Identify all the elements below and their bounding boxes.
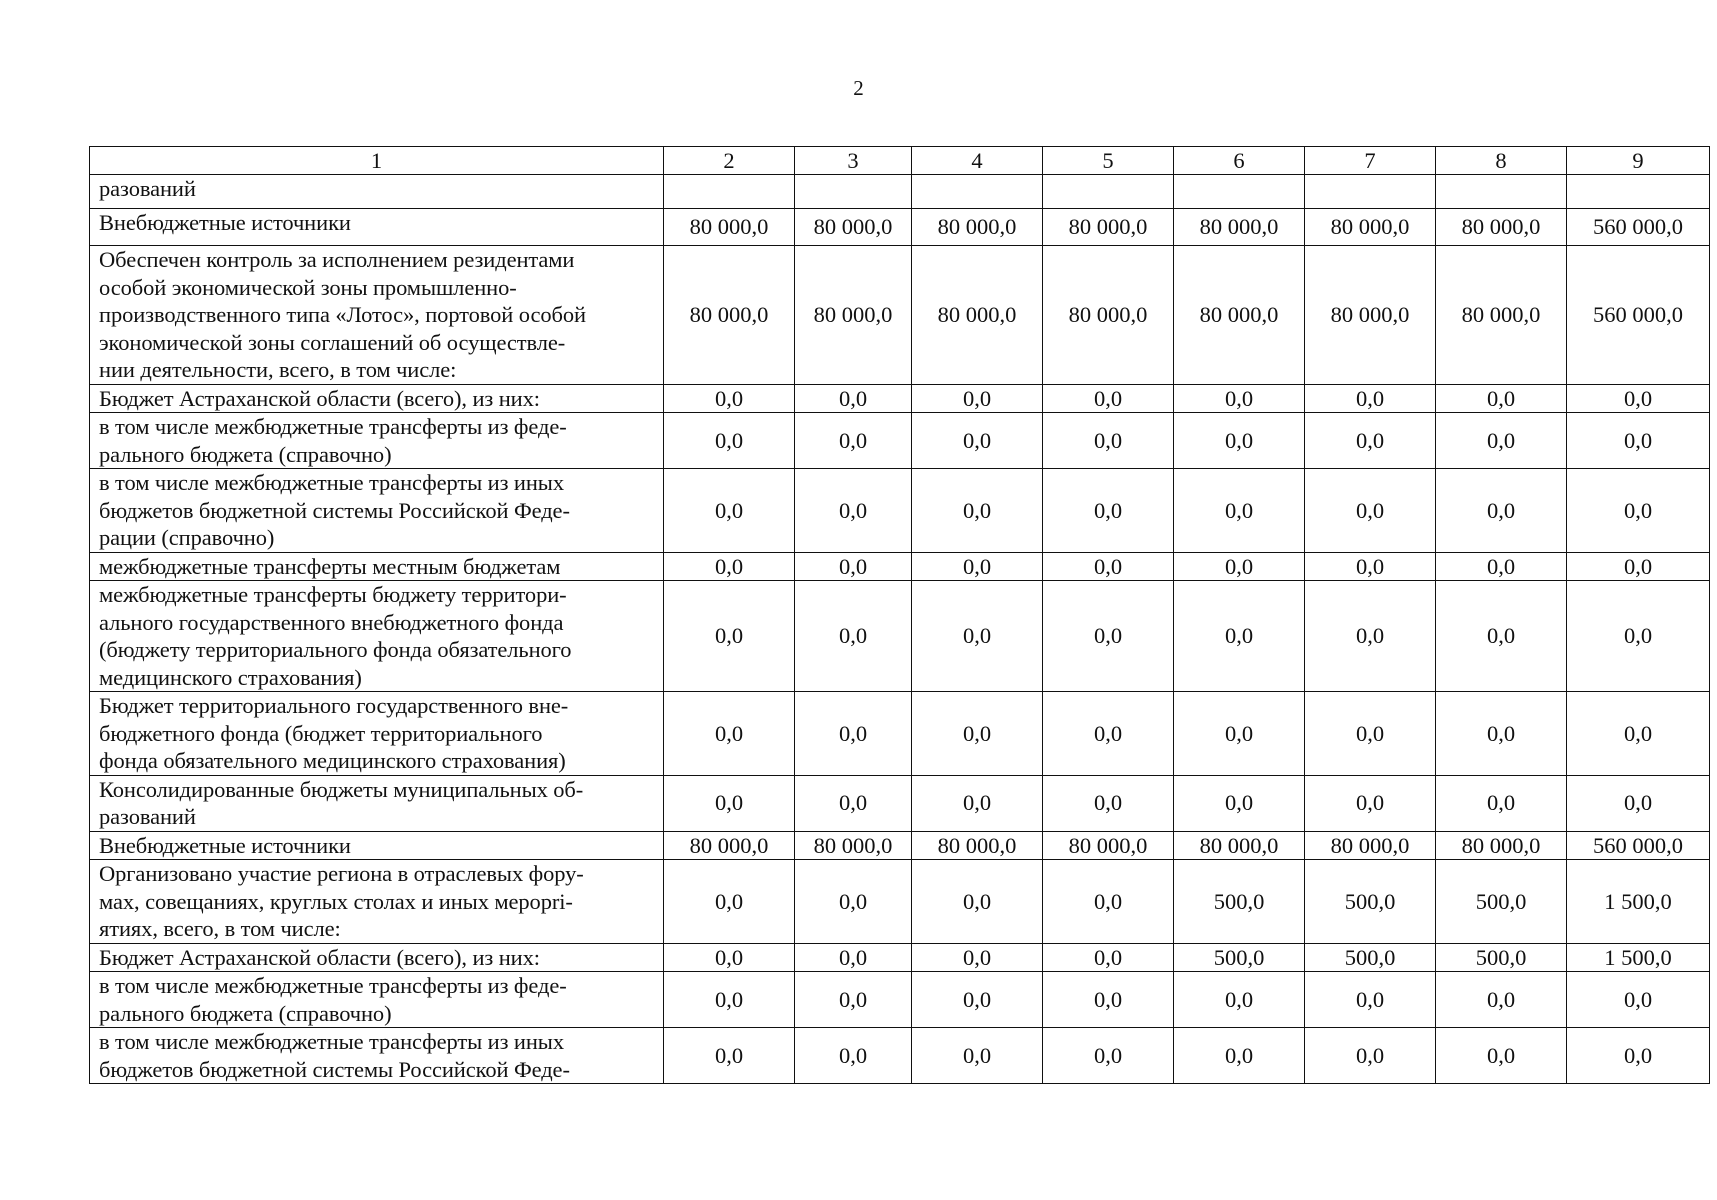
- row-label-line: фонда обязательного медицинского страхования): [99, 748, 566, 773]
- value-cell: 0,0: [664, 413, 795, 469]
- row-label: [90, 860, 664, 944]
- value-cell: [1043, 175, 1174, 209]
- value-cell: 0,0: [664, 384, 795, 413]
- value-cell: 0,0: [1174, 692, 1305, 776]
- value-cell: 80 000,0: [664, 246, 795, 385]
- row-label: [90, 775, 664, 831]
- value-cell: [912, 175, 1043, 209]
- row-label: [90, 209, 664, 246]
- value-cell: 80 000,0: [1436, 831, 1567, 860]
- value-cell: 0,0: [1305, 775, 1436, 831]
- row-label-line: разований: [99, 804, 196, 829]
- value-cell: 80 000,0: [1174, 831, 1305, 860]
- value-cell: 0,0: [795, 413, 912, 469]
- value-cell: 0,0: [795, 552, 912, 581]
- row-label-line: разований: [99, 176, 196, 201]
- value-cell: 0,0: [664, 775, 795, 831]
- table-row: [90, 775, 1710, 831]
- value-cell: 0,0: [1305, 552, 1436, 581]
- value-cell: 0,0: [1305, 413, 1436, 469]
- value-cell: 0,0: [912, 972, 1043, 1028]
- value-cell: 0,0: [795, 469, 912, 553]
- value-cell: 500,0: [1174, 943, 1305, 972]
- row-label-line: нии деятельности, всего, в том числе:: [99, 357, 457, 382]
- value-cell: 0,0: [1567, 692, 1710, 776]
- value-cell: 0,0: [664, 692, 795, 776]
- value-cell: 500,0: [1174, 860, 1305, 944]
- value-cell: 0,0: [1043, 692, 1174, 776]
- row-label-line: производственного типа «Лотос», портовой особой: [99, 302, 586, 327]
- value-cell: 80 000,0: [1174, 209, 1305, 246]
- value-cell: 0,0: [912, 413, 1043, 469]
- row-label: [90, 469, 664, 553]
- value-cell: 0,0: [1305, 384, 1436, 413]
- value-cell: [1305, 175, 1436, 209]
- value-cell: 0,0: [1436, 692, 1567, 776]
- value-cell: 0,0: [1567, 469, 1710, 553]
- value-cell: 0,0: [795, 581, 912, 692]
- table-row: [90, 972, 1710, 1028]
- value-cell: 80 000,0: [912, 831, 1043, 860]
- table-row: [90, 692, 1710, 776]
- value-cell: 0,0: [1567, 384, 1710, 413]
- row-label-line: бюджетов бюджетной системы Российской Феде-: [99, 1056, 570, 1082]
- row-label: [90, 175, 664, 209]
- row-label: [90, 943, 664, 972]
- value-cell: [1174, 175, 1305, 209]
- value-cell: 0,0: [1174, 552, 1305, 581]
- row-label-line: ятиях, всего, в том числе:: [99, 916, 341, 941]
- row-label: [90, 246, 664, 385]
- value-cell: 0,0: [1043, 1028, 1174, 1084]
- value-cell: [1567, 175, 1710, 209]
- value-cell: 0,0: [664, 943, 795, 972]
- value-cell: 0,0: [1305, 692, 1436, 776]
- value-cell: 80 000,0: [1436, 246, 1567, 385]
- value-cell: 0,0: [795, 972, 912, 1028]
- value-cell: 80 000,0: [664, 209, 795, 246]
- value-cell: 0,0: [1174, 581, 1305, 692]
- value-cell: 80 000,0: [1305, 209, 1436, 246]
- row-label: [90, 413, 664, 469]
- value-cell: 0,0: [1043, 943, 1174, 972]
- value-cell: 0,0: [664, 972, 795, 1028]
- value-cell: 0,0: [1436, 413, 1567, 469]
- column-header: 7: [1305, 147, 1436, 175]
- value-cell: 0,0: [795, 860, 912, 944]
- row-label: [90, 972, 664, 1028]
- row-label: [90, 384, 664, 413]
- value-cell: 0,0: [1436, 972, 1567, 1028]
- value-cell: 0,0: [912, 384, 1043, 413]
- value-cell: 0,0: [912, 943, 1043, 972]
- value-cell: 0,0: [1436, 469, 1567, 553]
- value-cell: 500,0: [1305, 943, 1436, 972]
- row-label: [90, 552, 664, 581]
- table-row: [90, 581, 1710, 692]
- value-cell: 0,0: [1305, 469, 1436, 553]
- value-cell: 0,0: [1436, 775, 1567, 831]
- row-label-line: межбюджетные трансферты бюджету территори-: [99, 582, 567, 607]
- value-cell: 0,0: [1174, 413, 1305, 469]
- value-cell: 80 000,0: [664, 831, 795, 860]
- value-cell: 1 500,0: [1567, 860, 1710, 944]
- value-cell: 0,0: [664, 860, 795, 944]
- value-cell: 500,0: [1436, 860, 1567, 944]
- row-label-line: ального государственного внебюджетного фонда: [99, 609, 564, 635]
- value-cell: 500,0: [1305, 860, 1436, 944]
- budget-table: [89, 146, 1710, 1084]
- value-cell: 0,0: [664, 552, 795, 581]
- value-cell: 0,0: [1567, 1028, 1710, 1084]
- table-body: [90, 175, 1710, 1084]
- row-label-line: Бюджет Астраханской области (всего), из них:: [99, 944, 540, 970]
- row-label-line: Организовано участие региона в отраслевых фору-: [99, 861, 584, 886]
- value-cell: 80 000,0: [1174, 246, 1305, 385]
- value-cell: 80 000,0: [795, 209, 912, 246]
- value-cell: 0,0: [1436, 384, 1567, 413]
- value-cell: 0,0: [1567, 552, 1710, 581]
- value-cell: 0,0: [1043, 860, 1174, 944]
- value-cell: 0,0: [1174, 469, 1305, 553]
- value-cell: 1 500,0: [1567, 943, 1710, 972]
- value-cell: 0,0: [1305, 972, 1436, 1028]
- value-cell: [1436, 175, 1567, 209]
- value-cell: 0,0: [664, 581, 795, 692]
- row-label-line: в том числе межбюджетные трансферты из феде-: [99, 414, 567, 439]
- column-header: 2: [664, 147, 795, 175]
- column-header: 9: [1567, 147, 1710, 175]
- table-header-row: [90, 147, 1710, 175]
- value-cell: 0,0: [912, 581, 1043, 692]
- value-cell: 80 000,0: [912, 209, 1043, 246]
- row-label-line: Бюджет Астраханской области (всего), из них:: [99, 385, 540, 411]
- table-row: [90, 209, 1710, 246]
- value-cell: 560 000,0: [1567, 831, 1710, 860]
- value-cell: 0,0: [1043, 469, 1174, 553]
- value-cell: 0,0: [1567, 972, 1710, 1028]
- table-row: [90, 552, 1710, 581]
- value-cell: 0,0: [1174, 775, 1305, 831]
- row-label-line: рации (справочно): [99, 525, 275, 550]
- row-label-line: Внебюджетные источники: [99, 210, 351, 235]
- row-label-line: экономической зоны соглашений об осуществле-: [99, 329, 566, 355]
- row-label: [90, 831, 664, 860]
- value-cell: 80 000,0: [1043, 209, 1174, 246]
- value-cell: 0,0: [912, 775, 1043, 831]
- column-header: 8: [1436, 147, 1567, 175]
- value-cell: [664, 175, 795, 209]
- value-cell: 560 000,0: [1567, 209, 1710, 246]
- column-header: 5: [1043, 147, 1174, 175]
- value-cell: 80 000,0: [1043, 831, 1174, 860]
- row-label-line: рального бюджета (справочно): [99, 441, 392, 467]
- row-label-line: бюджетов бюджетной системы Российской Феде-: [99, 497, 570, 523]
- value-cell: 0,0: [912, 1028, 1043, 1084]
- value-cell: 80 000,0: [1305, 831, 1436, 860]
- table-row: [90, 831, 1710, 860]
- table-row: [90, 469, 1710, 553]
- value-cell: 0,0: [1043, 384, 1174, 413]
- row-label-line: особой экономической зоны промышленно-: [99, 274, 517, 300]
- value-cell: 0,0: [1043, 552, 1174, 581]
- column-header: 6: [1174, 147, 1305, 175]
- value-cell: 0,0: [664, 469, 795, 553]
- value-cell: 80 000,0: [1043, 246, 1174, 385]
- value-cell: 0,0: [795, 692, 912, 776]
- table-row: [90, 860, 1710, 944]
- row-label: [90, 581, 664, 692]
- value-cell: 0,0: [912, 692, 1043, 776]
- value-cell: 0,0: [1043, 413, 1174, 469]
- table-row: [90, 384, 1710, 413]
- value-cell: 0,0: [912, 860, 1043, 944]
- value-cell: 0,0: [1567, 775, 1710, 831]
- value-cell: 80 000,0: [1305, 246, 1436, 385]
- value-cell: 0,0: [1174, 1028, 1305, 1084]
- table-row: [90, 175, 1710, 209]
- value-cell: 0,0: [795, 384, 912, 413]
- value-cell: 0,0: [1043, 581, 1174, 692]
- value-cell: 0,0: [1305, 581, 1436, 692]
- table-row: [90, 943, 1710, 972]
- table-row: [90, 413, 1710, 469]
- value-cell: 0,0: [795, 1028, 912, 1084]
- row-label-line: бюджетного фонда (бюджет территориального: [99, 720, 543, 746]
- value-cell: 0,0: [795, 943, 912, 972]
- row-label: [90, 692, 664, 776]
- value-cell: 0,0: [1043, 775, 1174, 831]
- row-label-line: (бюджету территориального фонда обязательного: [99, 637, 572, 662]
- row-label-line: межбюджетные трансферты местным бюджетам: [99, 553, 561, 579]
- column-header: 4: [912, 147, 1043, 175]
- row-label-line: в том числе межбюджетные трансферты из иных: [99, 1029, 564, 1054]
- page-number: 2: [853, 76, 864, 100]
- value-cell: 0,0: [1567, 413, 1710, 469]
- value-cell: 80 000,0: [1436, 209, 1567, 246]
- row-label-line: Бюджет территориального государственного вне-: [99, 693, 569, 718]
- value-cell: 0,0: [1567, 581, 1710, 692]
- row-label-line: Консолидированные бюджеты муниципальных об-: [99, 776, 584, 802]
- column-header: 3: [795, 147, 912, 175]
- row-label-line: мах, совещаниях, круглых столах и иных мероpri-: [99, 888, 573, 914]
- row-label-line: в том числе межбюджетные трансферты из иных: [99, 470, 564, 495]
- value-cell: 500,0: [1436, 943, 1567, 972]
- column-header: 1: [90, 147, 664, 175]
- value-cell: 560 000,0: [1567, 246, 1710, 385]
- value-cell: 80 000,0: [795, 246, 912, 385]
- value-cell: 0,0: [1436, 552, 1567, 581]
- value-cell: 0,0: [1436, 581, 1567, 692]
- value-cell: 0,0: [1174, 384, 1305, 413]
- value-cell: 0,0: [1174, 972, 1305, 1028]
- value-cell: 0,0: [912, 552, 1043, 581]
- value-cell: 0,0: [664, 1028, 795, 1084]
- row-label-line: Обеспечен контроль за исполнением резидентами: [99, 247, 575, 272]
- value-cell: 0,0: [1305, 1028, 1436, 1084]
- value-cell: 80 000,0: [795, 831, 912, 860]
- value-cell: 0,0: [912, 469, 1043, 553]
- row-label-line: в том числе межбюджетные трансферты из феде-: [99, 973, 567, 998]
- value-cell: 0,0: [1436, 1028, 1567, 1084]
- value-cell: 0,0: [1043, 972, 1174, 1028]
- value-cell: 80 000,0: [912, 246, 1043, 385]
- table-row: [90, 246, 1710, 385]
- row-label-line: рального бюджета (справочно): [99, 1000, 392, 1026]
- row-label: [90, 1028, 664, 1084]
- row-label-line: Внебюджетные источники: [99, 832, 351, 858]
- row-label-line: медицинского страхования): [99, 664, 362, 690]
- value-cell: [795, 175, 912, 209]
- value-cell: 0,0: [795, 775, 912, 831]
- table-row: [90, 1028, 1710, 1084]
